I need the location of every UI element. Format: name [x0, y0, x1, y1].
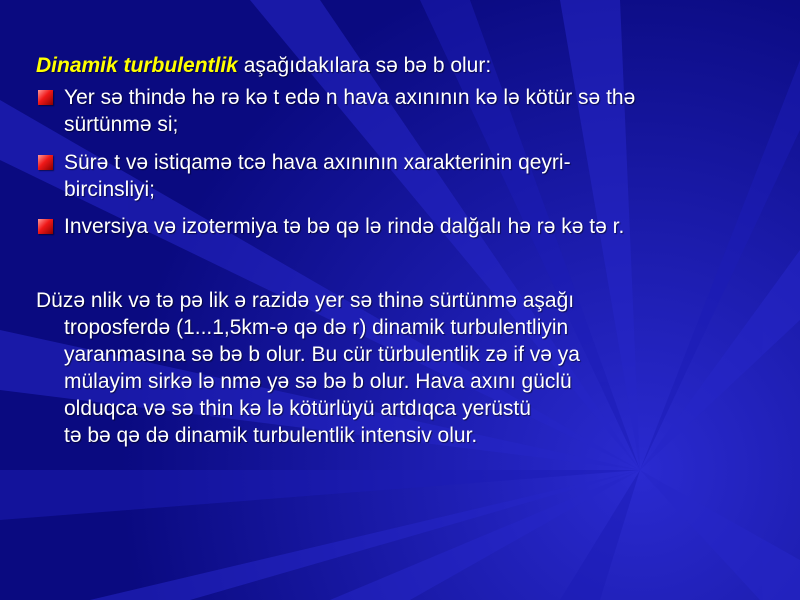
paragraph-line-6: tə bə qə də dinamik turbulentlik intensiv olur.	[64, 424, 478, 447]
paragraph-line-2: troposferdə (1...1,5km-ə qə də r) dinamik turbulentliyin	[64, 316, 569, 339]
paragraph-line-1: Düzə nlik və tə pə lik ə razidə yer sə thinə sürtünmə aşağı	[36, 289, 575, 312]
paragraph-line-5: olduqca və sə thin kə lə kötürlüyü artdıqca yerüstü	[64, 397, 531, 420]
bullet-1-line-2: sürtünmə si;	[64, 113, 179, 136]
intro-highlight: Dinamik turbulentlik	[36, 54, 238, 77]
bullet-square-icon	[38, 90, 53, 105]
intro-rest: aşağıdakılara sə bə b olur:	[237, 54, 492, 77]
bullet-square-icon	[38, 155, 53, 170]
bullet-square-icon	[38, 219, 53, 234]
bullet-1-line-1: Yer sə thində hə rə kə t edə n hava axınının kə lə kötür sə thə	[64, 86, 636, 109]
intro-line	[36, 53, 491, 79]
paragraph-line-3: yaranmasına sə bə b olur. Bu cür türbulentlik zə if və ya	[64, 343, 580, 366]
bullet-2-line-2: bircinsliyi;	[64, 178, 156, 201]
bullet-3-line-1: Inversiya və izotermiya tə bə qə lə rində dalğalı hə rə kə tə r.	[64, 215, 625, 238]
paragraph-line-4: mülayim sirkə lə nmə yə sə bə b olur. Hava axını güclü	[64, 370, 572, 393]
bullet-2-line-1: Sürə t və istiqamə tcə hava axınının xarakterinin qeyri-	[64, 151, 571, 174]
